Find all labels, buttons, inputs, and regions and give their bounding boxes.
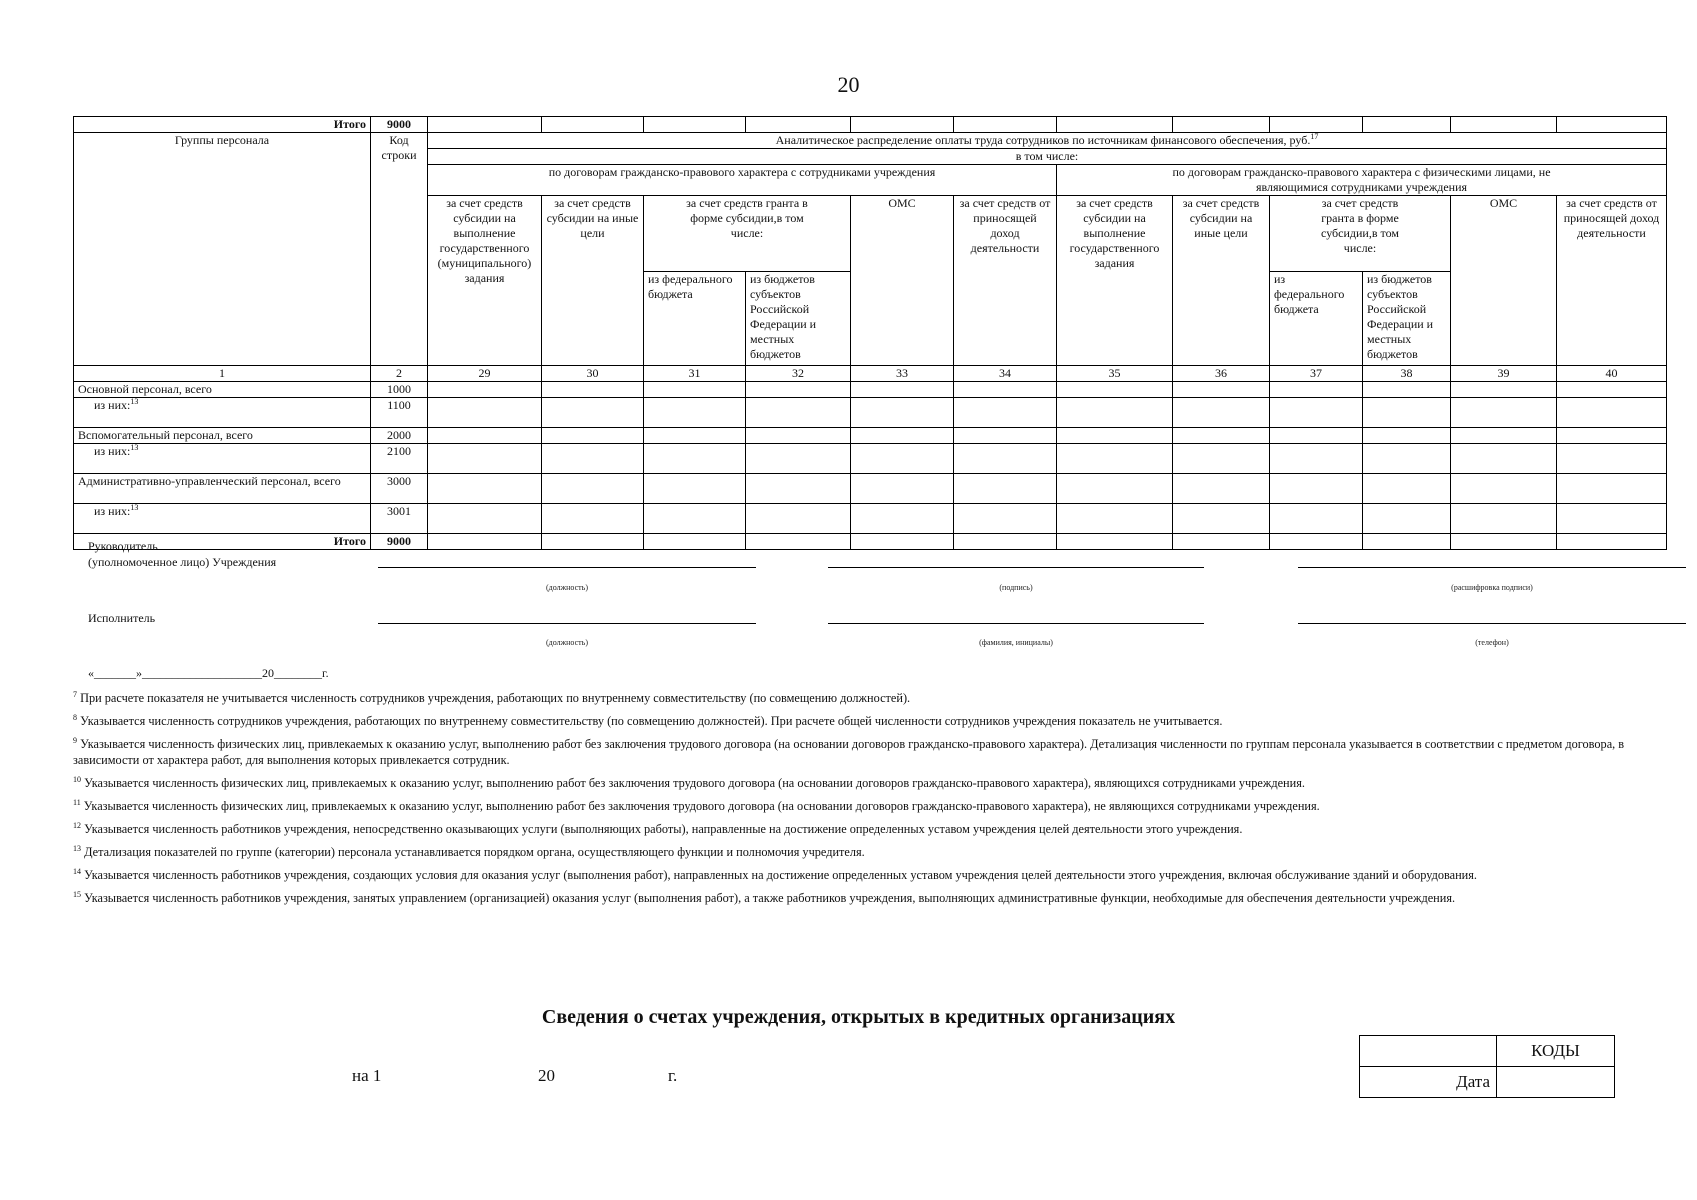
header-oms-a: ОМС	[851, 196, 954, 366]
table-cell[interactable]	[746, 428, 851, 444]
table-cell[interactable]	[428, 474, 542, 504]
table-cell[interactable]	[1363, 534, 1451, 550]
footnote: $^{11}$ Указывается численность физических лиц, привлекаемых к оказанию услуг, выполнению работ без заключения трудового договора (на основании договоров гражданско-правового характера), не являющихся сотрудниками учреждения.	[73, 797, 1320, 813]
col-number: 39	[1451, 366, 1557, 382]
date-year-suffix: г.	[668, 1066, 678, 1085]
table-cell[interactable]	[1451, 534, 1557, 550]
table-cell[interactable]	[542, 117, 644, 133]
table-cell[interactable]	[1557, 504, 1667, 534]
table-cell[interactable]	[1557, 398, 1667, 428]
footnote: $^{13}$ Детализация показателей по группе (категории) персонала устанавливается порядком органа, осуществляющего функции и полномочия учредителя.	[73, 843, 865, 859]
col-number: 36	[1173, 366, 1270, 382]
table-cell[interactable]	[954, 398, 1057, 428]
table-cell[interactable]	[1057, 382, 1173, 398]
head-decoding-line[interactable]	[1298, 567, 1686, 568]
table-cell[interactable]	[954, 382, 1057, 398]
table-cell[interactable]	[746, 444, 851, 474]
table-cell[interactable]	[746, 534, 851, 550]
caption-fio: (фамилия, инициалы)	[979, 638, 1053, 647]
executor-label: Исполнитель	[88, 611, 156, 625]
footnote: $^{14}$ Указывается численность работников учреждения, создающих условия для оказания услуг (выполнения работ), направленных на достижение определенных уставом учреждения целей деятельности этого учреждения, включая обслуживание зданий и оборудования.	[73, 866, 1477, 882]
table-cell[interactable]	[542, 444, 644, 474]
col-number: 1	[74, 366, 371, 382]
col-number: 35	[1057, 366, 1173, 382]
table-row	[74, 382, 1667, 398]
table-cell[interactable]	[1173, 444, 1270, 474]
table-cell[interactable]	[542, 398, 644, 428]
table-cell[interactable]	[1173, 534, 1270, 550]
table-cell[interactable]	[851, 474, 954, 504]
table-cell[interactable]	[1363, 382, 1451, 398]
table-cell[interactable]	[1057, 504, 1173, 534]
row-code: 2100	[371, 444, 428, 474]
table-cell[interactable]	[542, 382, 644, 398]
col-number: 40	[1557, 366, 1667, 382]
table-cell[interactable]	[1557, 444, 1667, 474]
table-cell[interactable]	[428, 504, 542, 534]
date-prefix: на 1	[352, 1066, 382, 1085]
caption-phone: (телефон)	[1475, 638, 1509, 647]
table-cell[interactable]	[1363, 398, 1451, 428]
row-label: Административно-управленческий персонал, всего	[74, 474, 371, 504]
header-group-a: по договорам гражданско-правового характера с сотрудниками учреждения	[428, 165, 1057, 196]
date-label: Дата	[1360, 1067, 1497, 1098]
table-cell[interactable]	[428, 428, 542, 444]
header-main-title: Аналитическое распределение оплаты труда сотрудников по источникам финансового обеспечения, руб.$^{17}$	[428, 133, 1667, 149]
table-cell[interactable]	[644, 504, 746, 534]
table-cell[interactable]	[1057, 444, 1173, 474]
table-cell[interactable]	[428, 117, 542, 133]
table-cell[interactable]	[1270, 474, 1363, 504]
bottom-total-label: Итого	[74, 534, 371, 550]
col-number: 29	[428, 366, 542, 382]
footnote: $^7$ При расчете показателя не учитывается численность сотрудников учреждения, работающих по внутреннему совместительству (по совмещению должностей).	[73, 689, 911, 705]
col-number: 33	[851, 366, 954, 382]
table-cell[interactable]	[851, 504, 954, 534]
table-cell[interactable]	[542, 428, 644, 444]
header-income-b: за счет средств от приносящей доход деятельности	[1557, 196, 1667, 366]
table-cell[interactable]	[1057, 398, 1173, 428]
table-cell[interactable]	[542, 474, 644, 504]
table-cell[interactable]	[1451, 428, 1557, 444]
header-state-task-a: за счет средств субсидии на выполнение государственного (муниципального) задания	[428, 196, 542, 366]
table-cell[interactable]	[644, 474, 746, 504]
table-cell[interactable]	[851, 398, 954, 428]
table-cell[interactable]	[1057, 428, 1173, 444]
table-cell[interactable]	[644, 428, 746, 444]
table-cell[interactable]	[428, 382, 542, 398]
table-cell[interactable]	[1363, 428, 1451, 444]
table-cell[interactable]	[851, 382, 954, 398]
table-cell[interactable]	[851, 117, 954, 133]
table-cell[interactable]	[644, 117, 746, 133]
table-cell[interactable]	[1270, 534, 1363, 550]
codes-header: КОДЫ	[1497, 1036, 1615, 1067]
header-regional-b: из бюджетов субъектов Российской Федерации и местных бюджетов	[1363, 272, 1451, 366]
table-cell[interactable]	[542, 534, 644, 550]
header-code: Код строки	[371, 133, 428, 366]
table-cell[interactable]	[1451, 398, 1557, 428]
executor-position-line[interactable]	[378, 623, 756, 624]
codes-table	[1359, 1035, 1615, 1098]
table-cell[interactable]	[954, 428, 1057, 444]
header-group-b: по договорам гражданско-правового характера с физическими лицами, не являющимися сотрудниками учреждения	[1057, 165, 1667, 196]
caption-position-2: (должность)	[546, 638, 588, 647]
header-state-task-b: за счет средств субсидии на выполнение государственного задания	[1057, 196, 1173, 366]
table-cell[interactable]	[1363, 474, 1451, 504]
table-cell[interactable]	[1557, 428, 1667, 444]
table-cell[interactable]	[1363, 117, 1451, 133]
header-oms-b: ОМС	[1451, 196, 1557, 366]
head-position-line[interactable]	[378, 567, 756, 568]
col-number: 38	[1363, 366, 1451, 382]
table-cell[interactable]	[1173, 382, 1270, 398]
col-number: 32	[746, 366, 851, 382]
table-cell[interactable]	[851, 534, 954, 550]
table-row	[74, 444, 1667, 474]
table-cell[interactable]	[954, 444, 1057, 474]
head-label-line-1: Руководитель	[88, 539, 158, 553]
table-cell[interactable]	[428, 398, 542, 428]
footnote: $^{15}$ Указывается численность работников учреждения, занятых управлением (организацией) оказания услуг (выполнения работ), а также работников учреждения, выполняющих административные функции, необходимые для обеспечения деятельности учреждения.	[73, 889, 1456, 905]
codes-empty-cell	[1360, 1036, 1497, 1067]
table-cell[interactable]	[1270, 504, 1363, 534]
row-label: из них:$^{13}$	[74, 444, 371, 474]
row-code: 1000	[371, 382, 428, 398]
header-other-a: за счет средств субсидии на иные цели	[542, 196, 644, 366]
date-line[interactable]: «_______»____________________20________г.	[88, 666, 329, 680]
table-cell[interactable]	[746, 474, 851, 504]
table-cell[interactable]	[1270, 428, 1363, 444]
table-cell[interactable]	[644, 444, 746, 474]
table-cell[interactable]	[1451, 444, 1557, 474]
table-cell[interactable]	[746, 382, 851, 398]
caption-decoding: (расшифровка подписи)	[1451, 583, 1533, 592]
table-cell[interactable]	[1557, 117, 1667, 133]
header-regional-a: из бюджетов субъектов Российской Федерации и местных бюджетов	[746, 272, 851, 366]
row-code: 3001	[371, 504, 428, 534]
staff-payment-table	[73, 116, 1667, 550]
table-cell[interactable]	[1557, 382, 1667, 398]
table-cell[interactable]	[1057, 534, 1173, 550]
top-total-label: Итого	[74, 117, 371, 133]
table-cell[interactable]	[851, 428, 954, 444]
bottom-total-row	[74, 534, 1667, 550]
table-cell[interactable]	[1363, 504, 1451, 534]
table-row	[74, 504, 1667, 534]
row-label: из них:$^{13}$	[74, 398, 371, 428]
table-cell[interactable]	[1173, 398, 1270, 428]
caption-position: (должность)	[546, 583, 588, 592]
table-cell[interactable]	[1270, 382, 1363, 398]
page-number: 20	[837, 72, 860, 97]
table-cell[interactable]	[428, 444, 542, 474]
table-cell[interactable]	[954, 534, 1057, 550]
header-federal-a: из федерального бюджета	[644, 272, 746, 366]
table-row	[74, 398, 1667, 428]
table-cell[interactable]	[1270, 117, 1363, 133]
table-cell[interactable]	[542, 504, 644, 534]
table-cell[interactable]	[1173, 504, 1270, 534]
table-cell[interactable]	[954, 504, 1057, 534]
col-number: 2	[371, 366, 428, 382]
footnote: $^8$ Указывается численность сотрудников учреждения, работающих по внутреннему совместительству (по совмещению должностей). При расчете общей численности сотрудников учреждения показатель не учитывается.	[73, 712, 1223, 728]
table-cell[interactable]	[428, 534, 542, 550]
table-cell[interactable]	[644, 534, 746, 550]
table-cell[interactable]	[746, 117, 851, 133]
top-total-row	[74, 117, 1667, 133]
footnotes	[73, 690, 1663, 913]
header-other-b: за счет средств субсидии на иные цели	[1173, 196, 1270, 366]
footnote: $^{12}$ Указывается численность работников учреждения, непосредственно оказывающих услуги (выполняющих работы), направленные на достижение определенных уставом учреждения целей деятельности этого учреждения.	[73, 820, 1243, 836]
table-cell[interactable]	[1270, 444, 1363, 474]
table-cell[interactable]	[1057, 117, 1173, 133]
table-cell[interactable]	[1173, 428, 1270, 444]
table-cell[interactable]	[1363, 444, 1451, 474]
header-groups: Группы персонала	[74, 133, 371, 366]
table-row	[74, 428, 1667, 444]
header-in-that-number: в том числе:	[428, 149, 1667, 165]
col-number: 31	[644, 366, 746, 382]
table-cell[interactable]	[746, 504, 851, 534]
table-cell[interactable]	[1451, 117, 1557, 133]
row-label: Вспомогательный персонал, всего	[74, 428, 371, 444]
row-code: 2000	[371, 428, 428, 444]
table-cell[interactable]	[1451, 504, 1557, 534]
table-cell[interactable]	[1173, 117, 1270, 133]
table-cell[interactable]	[851, 444, 954, 474]
caption-signature: (подпись)	[999, 583, 1033, 592]
header-grant-a: за счет средств гранта в форме субсидии,в том числе:	[644, 196, 851, 272]
column-numbers-row	[74, 366, 1667, 382]
head-signature-line[interactable]	[828, 567, 1204, 568]
executor-phone-line[interactable]	[1298, 623, 1686, 624]
footnote: $^9$ Указывается численность физических лиц, привлекаемых к оказанию услуг, выполнению работ без заключения трудового договора (на основании договоров гражданско-правового характера). Детализация численности по группам персонала указывается в соответствии с предметом договора, в зависимости от характера работ, для выполнения которых привлекается сотрудник.	[73, 735, 1625, 767]
table-cell[interactable]	[644, 398, 746, 428]
row-code: 3000	[371, 474, 428, 504]
footnote: $^{10}$ Указывается численность физических лиц, привлекаемых к оказанию услуг, выполнению работ без заключения трудового договора (на основании договоров гражданско-правового характера), являющихся сотрудниками учреждения.	[73, 774, 1305, 790]
top-total-code: 9000	[371, 117, 428, 133]
row-label: Основной персонал, всего	[74, 382, 371, 398]
date-code-cell[interactable]	[1497, 1067, 1615, 1098]
accounts-section-title: Сведения о счетах учреждения, открытых в кредитных организациях	[541, 1006, 1176, 1028]
col-number: 37	[1270, 366, 1363, 382]
bottom-total-code: 9000	[371, 534, 428, 550]
header-grant-b: за счет средств гранта в форме субсидии,в том числе:	[1270, 196, 1451, 272]
head-label	[88, 538, 276, 570]
row-label: из них:$^{13}$	[74, 504, 371, 534]
row-code: 1100	[371, 398, 428, 428]
col-number: 34	[954, 366, 1057, 382]
table-cell[interactable]	[954, 117, 1057, 133]
date-year: 20	[538, 1066, 555, 1085]
executor-fio-line[interactable]	[828, 623, 1204, 624]
table-cell[interactable]	[1057, 474, 1173, 504]
col-number: 30	[542, 366, 644, 382]
table-cell[interactable]	[954, 474, 1057, 504]
table-cell[interactable]	[1451, 474, 1557, 504]
table-cell[interactable]	[746, 398, 851, 428]
table-cell[interactable]	[1173, 474, 1270, 504]
table-cell[interactable]	[1557, 534, 1667, 550]
table-cell[interactable]	[644, 382, 746, 398]
table-cell[interactable]	[1557, 474, 1667, 504]
table-cell[interactable]	[1451, 382, 1557, 398]
table-cell[interactable]	[1270, 398, 1363, 428]
header-federal-b: из федерального бюджета	[1270, 272, 1363, 366]
header-income-a: за счет средств от приносящей доход деятельности	[954, 196, 1057, 366]
table-row	[74, 474, 1667, 504]
head-label-line-2: (уполномоченное лицо) Учреждения	[88, 555, 277, 569]
